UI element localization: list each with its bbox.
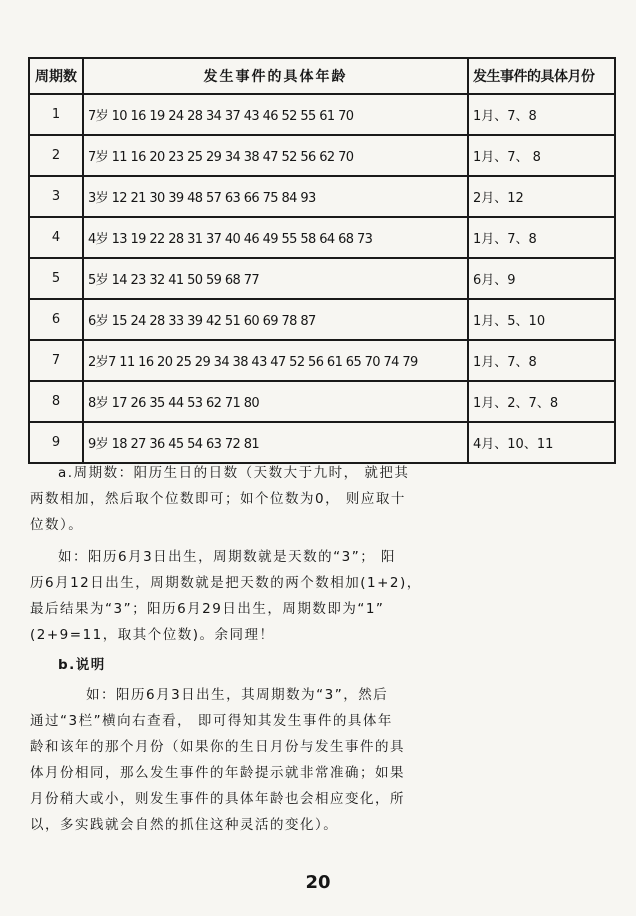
months-cell: 1月、5、10 <box>468 299 615 340</box>
text-line: (2+9=11，取其个位数)。余同理！ <box>30 627 275 643</box>
ages-cell: 4岁 13 19 22 28 31 37 40 46 49 55 58 64 68 73 <box>83 217 468 258</box>
text-line: 最后结果为“3”；阳历6月29日出生，周期数即为“1” <box>30 601 385 617</box>
months-cell: 1月、7、8 <box>468 94 615 135</box>
table-row <box>29 94 615 135</box>
text-line: 历6月12日出生，周期数就是把天数的两个数相加(1+2)， <box>30 575 422 591</box>
months-cell: 1月、7、8 <box>468 217 615 258</box>
ages-cell: 8岁 17 26 35 44 53 62 71 80 <box>83 381 468 422</box>
ages-cell: 7岁 11 16 20 23 25 29 34 38 47 52 56 62 70 <box>83 135 468 176</box>
months-cell: 1月、2、7、8 <box>468 381 615 422</box>
cycle-cell: 5 <box>29 258 83 299</box>
months-cell: 1月、7、8 <box>468 340 615 381</box>
section-heading: b.说明 <box>58 657 106 673</box>
header-ages: 发生事件的具体年龄 <box>83 58 468 94</box>
table-row <box>29 135 615 176</box>
cycle-cell: 2 <box>29 135 83 176</box>
table-row <box>29 381 615 422</box>
ages-cell: 2岁7 11 16 20 25 29 34 38 43 47 52 56 61 65 70 74 79 <box>83 340 468 381</box>
months-cell: 2月、12 <box>468 176 615 217</box>
page-number: 20 <box>305 872 331 893</box>
table-row <box>29 217 615 258</box>
months-cell: 4月、10、11 <box>468 422 615 463</box>
months-cell: 6月、9 <box>468 258 615 299</box>
header-months: 发生事件的具体月份 <box>468 58 615 94</box>
ages-cell: 3岁 12 21 30 39 48 57 63 66 75 84 93 <box>83 176 468 217</box>
table-row <box>29 422 615 463</box>
text-line: 两数相加，然后取个位数即可；如个位数为0， 则应取十 <box>30 491 406 507</box>
table-row <box>29 299 615 340</box>
cycle-cell: 9 <box>29 422 83 463</box>
table-row <box>29 340 615 381</box>
text-line: 如：阳历6月3日出生，周期数就是天数的“3”； 阳 <box>58 549 397 565</box>
ages-cell: 6岁 15 24 28 33 39 42 51 60 69 78 87 <box>83 299 468 340</box>
table-header-row <box>29 58 615 94</box>
cycle-table <box>28 57 616 464</box>
months-cell: 1月、7、 8 <box>468 135 615 176</box>
table-row <box>29 176 615 217</box>
ages-cell: 9岁 18 27 36 45 54 63 72 81 <box>83 422 468 463</box>
text-line: 体月份相同，那么发生事件的年龄提示就非常准确；如果 <box>30 765 405 781</box>
text-line: 通过“3栏”横向右查看， 即可得知其发生事件的具体年 <box>30 713 393 729</box>
header-cycle: 周期数 <box>29 58 83 94</box>
text-line: 月份稍大或小，则发生事件的具体年龄也会相应变化，所 <box>30 791 405 807</box>
cycle-cell: 8 <box>29 381 83 422</box>
cycle-cell: 4 <box>29 217 83 258</box>
ages-cell: 7岁 10 16 19 24 28 34 37 43 46 52 55 61 70 <box>83 94 468 135</box>
text-line: 如：阳历6月3日出生，其周期数为“3”，然后 <box>86 687 389 703</box>
cycle-cell: 6 <box>29 299 83 340</box>
cycle-cell: 7 <box>29 340 83 381</box>
text-line: 龄和该年的那个月份（如果你的生日月份与发生事件的具 <box>30 739 405 755</box>
text-line: 位数）。 <box>30 517 84 533</box>
cycle-cell: 3 <box>29 176 83 217</box>
cycle-cell: 1 <box>29 94 83 135</box>
text-line: a.周期数：阳历生日的日数（天数大于九时， 就把其 <box>58 465 410 481</box>
text-line: 以，多实践就会自然的抓住这种灵活的变化）。 <box>30 817 339 833</box>
table-row <box>29 258 615 299</box>
ages-cell: 5岁 14 23 32 41 50 59 68 77 <box>83 258 468 299</box>
